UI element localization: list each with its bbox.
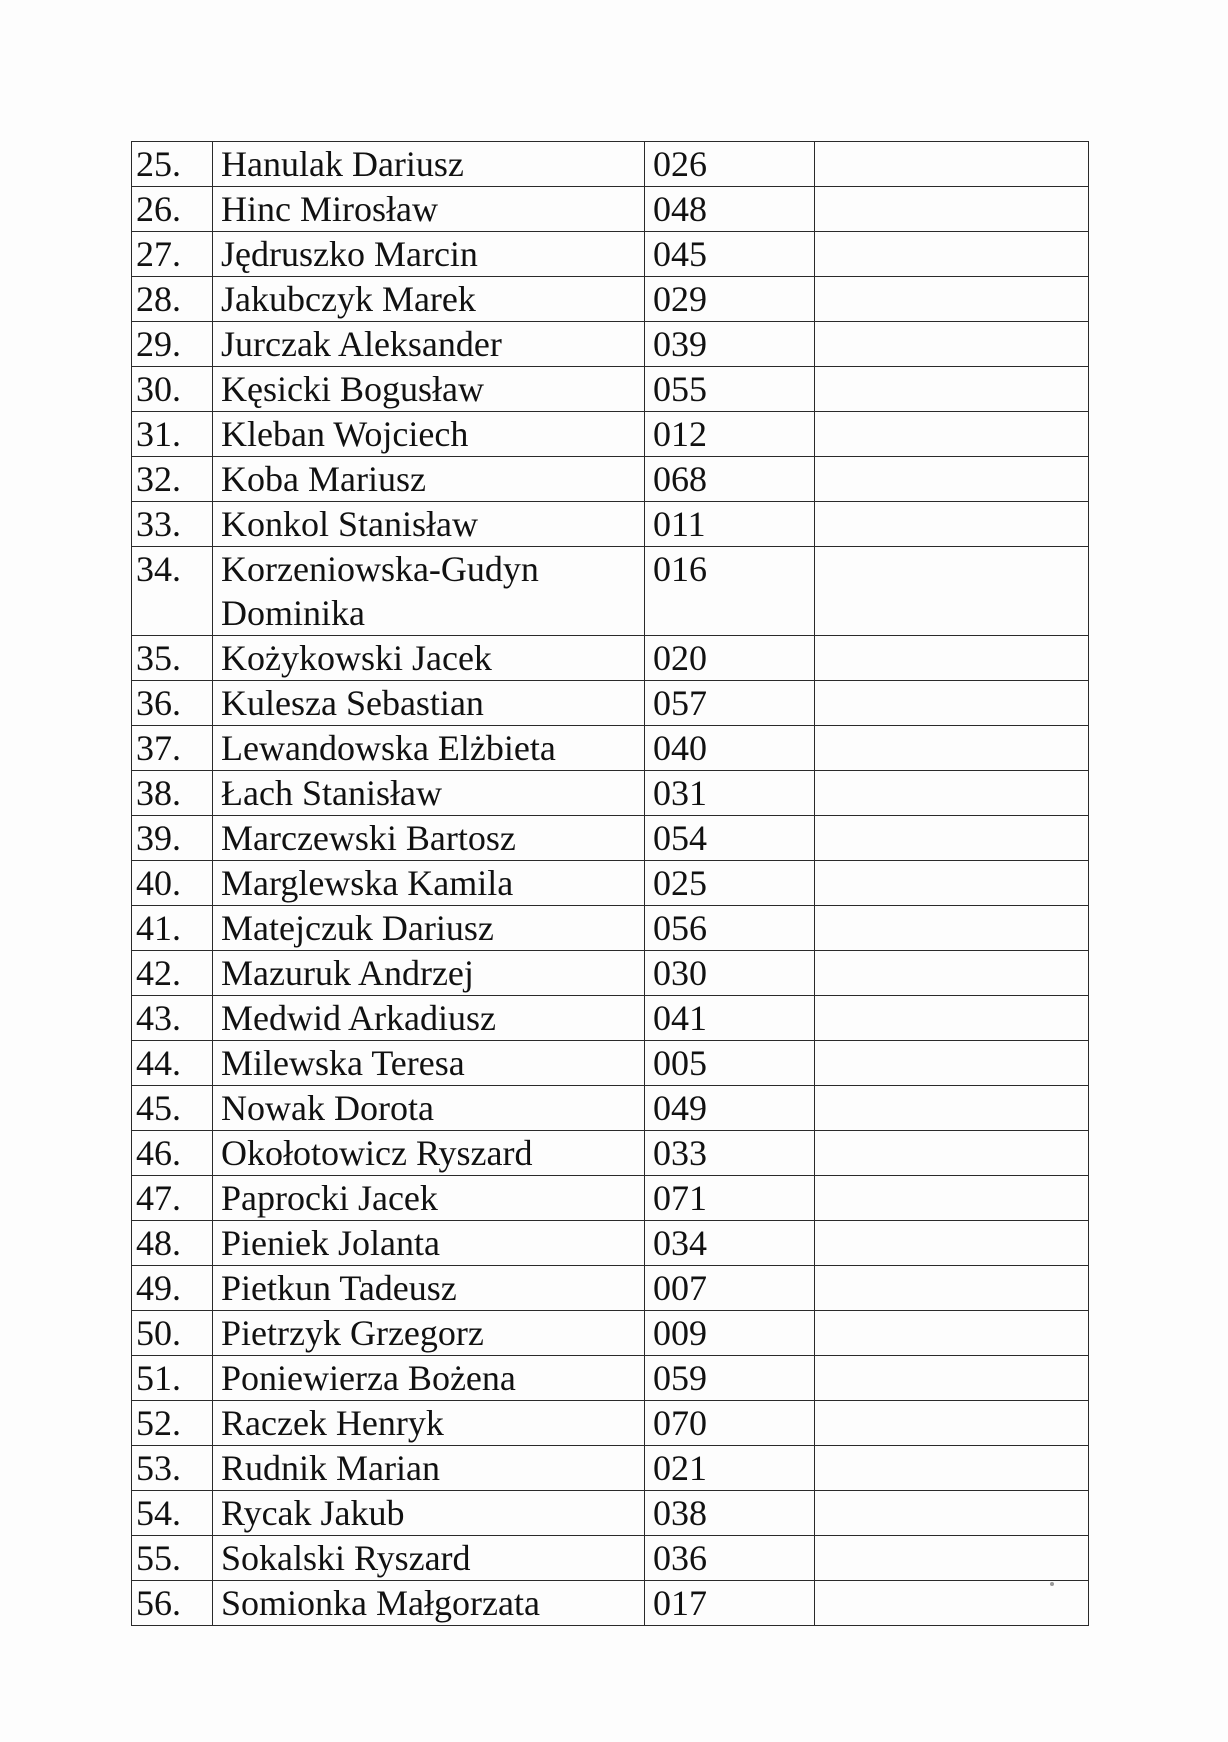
code-cell: 012 — [645, 412, 815, 457]
table-row — [132, 367, 1089, 412]
blank-cell — [815, 771, 1089, 816]
roster-table — [131, 141, 1089, 1626]
table-row — [132, 1131, 1089, 1176]
blank-cell — [815, 232, 1089, 277]
code-cell: 054 — [645, 816, 815, 861]
code-cell: 021 — [645, 1446, 815, 1491]
blank-cell — [815, 1311, 1089, 1356]
blank-cell — [815, 1041, 1089, 1086]
row-number-cell: 26. — [132, 187, 213, 232]
code-cell: 034 — [645, 1221, 815, 1266]
code-cell: 009 — [645, 1311, 815, 1356]
row-number-cell: 35. — [132, 636, 213, 681]
table-row — [132, 187, 1089, 232]
row-number-cell: 30. — [132, 367, 213, 412]
name-cell: Medwid Arkadiusz — [213, 996, 645, 1041]
name-cell: Marglewska Kamila — [213, 861, 645, 906]
blank-cell — [815, 1491, 1089, 1536]
roster-table-body — [132, 142, 1089, 1626]
blank-cell — [815, 1356, 1089, 1401]
name-cell: Sokalski Ryszard — [213, 1536, 645, 1581]
code-cell: 007 — [645, 1266, 815, 1311]
name-cell: Łach Stanisław — [213, 771, 645, 816]
table-row — [132, 861, 1089, 906]
code-cell: 031 — [645, 771, 815, 816]
name-cell: Mazuruk Andrzej — [213, 951, 645, 996]
row-number-cell: 50. — [132, 1311, 213, 1356]
table-row — [132, 1311, 1089, 1356]
blank-cell — [815, 367, 1089, 412]
table-row — [132, 1086, 1089, 1131]
code-cell: 038 — [645, 1491, 815, 1536]
blank-cell — [815, 1176, 1089, 1221]
blank-cell — [815, 187, 1089, 232]
code-cell: 059 — [645, 1356, 815, 1401]
code-cell: 045 — [645, 232, 815, 277]
table-row — [132, 502, 1089, 547]
table-row — [132, 412, 1089, 457]
row-number-cell: 49. — [132, 1266, 213, 1311]
row-number-cell: 47. — [132, 1176, 213, 1221]
code-cell: 036 — [645, 1536, 815, 1581]
name-cell: Rudnik Marian — [213, 1446, 645, 1491]
row-number-cell: 33. — [132, 502, 213, 547]
blank-cell — [815, 1446, 1089, 1491]
blank-cell — [815, 1401, 1089, 1446]
code-cell: 070 — [645, 1401, 815, 1446]
name-cell: Marczewski Bartosz — [213, 816, 645, 861]
code-cell: 071 — [645, 1176, 815, 1221]
code-cell: 016 — [645, 547, 815, 636]
code-cell: 033 — [645, 1131, 815, 1176]
row-number-cell: 40. — [132, 861, 213, 906]
blank-cell — [815, 861, 1089, 906]
row-number-cell: 52. — [132, 1401, 213, 1446]
name-cell: Nowak Dorota — [213, 1086, 645, 1131]
row-number-cell: 54. — [132, 1491, 213, 1536]
code-cell: 005 — [645, 1041, 815, 1086]
row-number-cell: 41. — [132, 906, 213, 951]
table-row — [132, 547, 1089, 636]
name-cell: Jurczak Aleksander — [213, 322, 645, 367]
table-row — [132, 816, 1089, 861]
blank-cell — [815, 1536, 1089, 1581]
row-number-cell: 28. — [132, 277, 213, 322]
code-cell: 048 — [645, 187, 815, 232]
row-number-cell: 55. — [132, 1536, 213, 1581]
name-cell: Raczek Henryk — [213, 1401, 645, 1446]
code-cell: 057 — [645, 681, 815, 726]
name-cell: Hinc Mirosław — [213, 187, 645, 232]
name-cell: Somionka Małgorzata — [213, 1581, 645, 1626]
table-row — [132, 681, 1089, 726]
name-cell: Milewska Teresa — [213, 1041, 645, 1086]
table-row — [132, 1401, 1089, 1446]
row-number-cell: 37. — [132, 726, 213, 771]
table-row — [132, 1446, 1089, 1491]
row-number-cell: 39. — [132, 816, 213, 861]
name-cell: Hanulak Dariusz — [213, 142, 645, 187]
name-cell: Pietkun Tadeusz — [213, 1266, 645, 1311]
row-number-cell: 27. — [132, 232, 213, 277]
scan-speck — [1050, 1582, 1054, 1586]
table-row — [132, 1356, 1089, 1401]
row-number-cell: 38. — [132, 771, 213, 816]
name-cell: Kęsicki Bogusław — [213, 367, 645, 412]
name-cell: Pietrzyk Grzegorz — [213, 1311, 645, 1356]
blank-cell — [815, 1086, 1089, 1131]
table-row — [132, 1581, 1089, 1626]
name-cell: Jakubczyk Marek — [213, 277, 645, 322]
name-cell: Koba Mariusz — [213, 457, 645, 502]
blank-cell — [815, 412, 1089, 457]
row-number-cell: 29. — [132, 322, 213, 367]
table-row — [132, 322, 1089, 367]
name-cell: Kleban Wojciech — [213, 412, 645, 457]
name-cell: Okołotowicz Ryszard — [213, 1131, 645, 1176]
row-number-cell: 31. — [132, 412, 213, 457]
table-row — [132, 906, 1089, 951]
code-cell: 039 — [645, 322, 815, 367]
blank-cell — [815, 681, 1089, 726]
blank-cell — [815, 142, 1089, 187]
code-cell: 025 — [645, 861, 815, 906]
blank-cell — [815, 816, 1089, 861]
table-row — [132, 1491, 1089, 1536]
row-number-cell: 48. — [132, 1221, 213, 1266]
name-cell: Jędruszko Marcin — [213, 232, 645, 277]
row-number-cell: 53. — [132, 1446, 213, 1491]
row-number-cell: 46. — [132, 1131, 213, 1176]
code-cell: 041 — [645, 996, 815, 1041]
blank-cell — [815, 547, 1089, 636]
table-row — [132, 1221, 1089, 1266]
name-cell: Matejczuk Dariusz — [213, 906, 645, 951]
table-row — [132, 1041, 1089, 1086]
table-row — [132, 726, 1089, 771]
name-cell: Konkol Stanisław — [213, 502, 645, 547]
row-number-cell: 43. — [132, 996, 213, 1041]
blank-cell — [815, 996, 1089, 1041]
blank-cell — [815, 277, 1089, 322]
blank-cell — [815, 951, 1089, 996]
name-cell: Lewandowska Elżbieta — [213, 726, 645, 771]
code-cell: 049 — [645, 1086, 815, 1131]
code-cell: 017 — [645, 1581, 815, 1626]
name-cell: Kożykowski Jacek — [213, 636, 645, 681]
blank-cell — [815, 1221, 1089, 1266]
table-row — [132, 771, 1089, 816]
blank-cell — [815, 726, 1089, 771]
row-number-cell: 25. — [132, 142, 213, 187]
table-row — [132, 951, 1089, 996]
table-row — [132, 457, 1089, 502]
name-cell: Rycak Jakub — [213, 1491, 645, 1536]
table-row — [132, 1536, 1089, 1581]
code-cell: 020 — [645, 636, 815, 681]
row-number-cell: 44. — [132, 1041, 213, 1086]
code-cell: 011 — [645, 502, 815, 547]
blank-cell — [815, 1266, 1089, 1311]
code-cell: 068 — [645, 457, 815, 502]
row-number-cell: 34. — [132, 547, 213, 636]
blank-cell — [815, 636, 1089, 681]
table-row — [132, 1176, 1089, 1221]
blank-cell — [815, 1131, 1089, 1176]
name-cell: Korzeniowska-Gudyn Dominika — [213, 547, 645, 636]
name-cell: Pieniek Jolanta — [213, 1221, 645, 1266]
code-cell: 026 — [645, 142, 815, 187]
row-number-cell: 51. — [132, 1356, 213, 1401]
code-cell: 029 — [645, 277, 815, 322]
blank-cell — [815, 1581, 1089, 1626]
blank-cell — [815, 457, 1089, 502]
table-row — [132, 636, 1089, 681]
blank-cell — [815, 502, 1089, 547]
name-cell: Kulesza Sebastian — [213, 681, 645, 726]
code-cell: 056 — [645, 906, 815, 951]
table-row — [132, 232, 1089, 277]
code-cell: 055 — [645, 367, 815, 412]
row-number-cell: 32. — [132, 457, 213, 502]
table-row — [132, 277, 1089, 322]
code-cell: 040 — [645, 726, 815, 771]
row-number-cell: 45. — [132, 1086, 213, 1131]
table-row — [132, 996, 1089, 1041]
name-cell: Poniewierza Bożena — [213, 1356, 645, 1401]
code-cell: 030 — [645, 951, 815, 996]
row-number-cell: 36. — [132, 681, 213, 726]
name-cell: Paprocki Jacek — [213, 1176, 645, 1221]
row-number-cell: 42. — [132, 951, 213, 996]
table-row — [132, 142, 1089, 187]
blank-cell — [815, 906, 1089, 951]
blank-cell — [815, 322, 1089, 367]
row-number-cell: 56. — [132, 1581, 213, 1626]
table-row — [132, 1266, 1089, 1311]
